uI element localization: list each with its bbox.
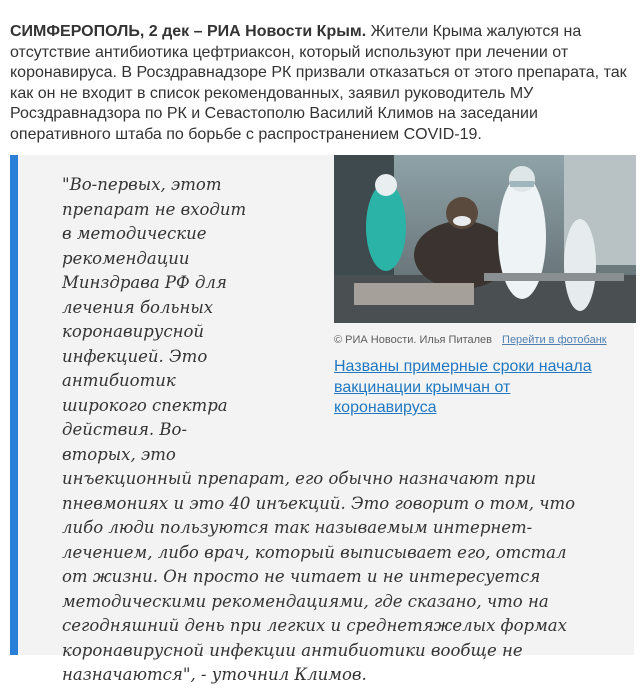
photo-credit: © РИА Новости. Илья Питалев [334, 334, 493, 346]
related-article-link[interactable]: Названы примерные сроки начала вакцинации крымчан от коронавируса [334, 358, 592, 416]
article-intro [10, 22, 632, 145]
article-lead: СИМФЕРОПОЛЬ, 2 дек – РИА Новости Крым. [10, 23, 367, 40]
quote-accent-bar [10, 155, 18, 655]
photobank-link[interactable]: Перейти в фотобанк [502, 334, 607, 346]
article-body: Жители Крыма жалуются на отсутствие антибиотика цефтриаксон, который используют при лечении от коронавируса. В Росздравнадзоре РК призвали отказаться от этого препарата, так как он не входит в список рекомендованных, заявил руководитель МУ Росздравнадзора по РК и Севастополю Василий Климов на заседании оперативного штаба по борьбе с распространением COVID-19. [10, 23, 627, 143]
quote-text: "Во-первых, этот препарат не входит в методические рекомендации Минздрава РФ для лечения больных коронавирусной инфекцией. Это антибиотик широкого спектра действия. Во-вторых, это инъекционный препарат, его обычно назначают при пневмониях и это 40 инъекций. Это говорит о том, что либо люди пользуются так называемым интернет-лечением, либо врач, который выписывает его, отстал от жизни. Он просто не читает и не интересуется методическими рекомендациями, где сказано, что на сегодняшний день при легких и среднетяжелых формах коронавирусной инфекции антибиотики вообще не назначаются", - уточнил Климов. [62, 175, 576, 684]
quote-text-container [62, 173, 587, 688]
quote-block [10, 155, 634, 684]
float-spacer [257, 173, 587, 455]
